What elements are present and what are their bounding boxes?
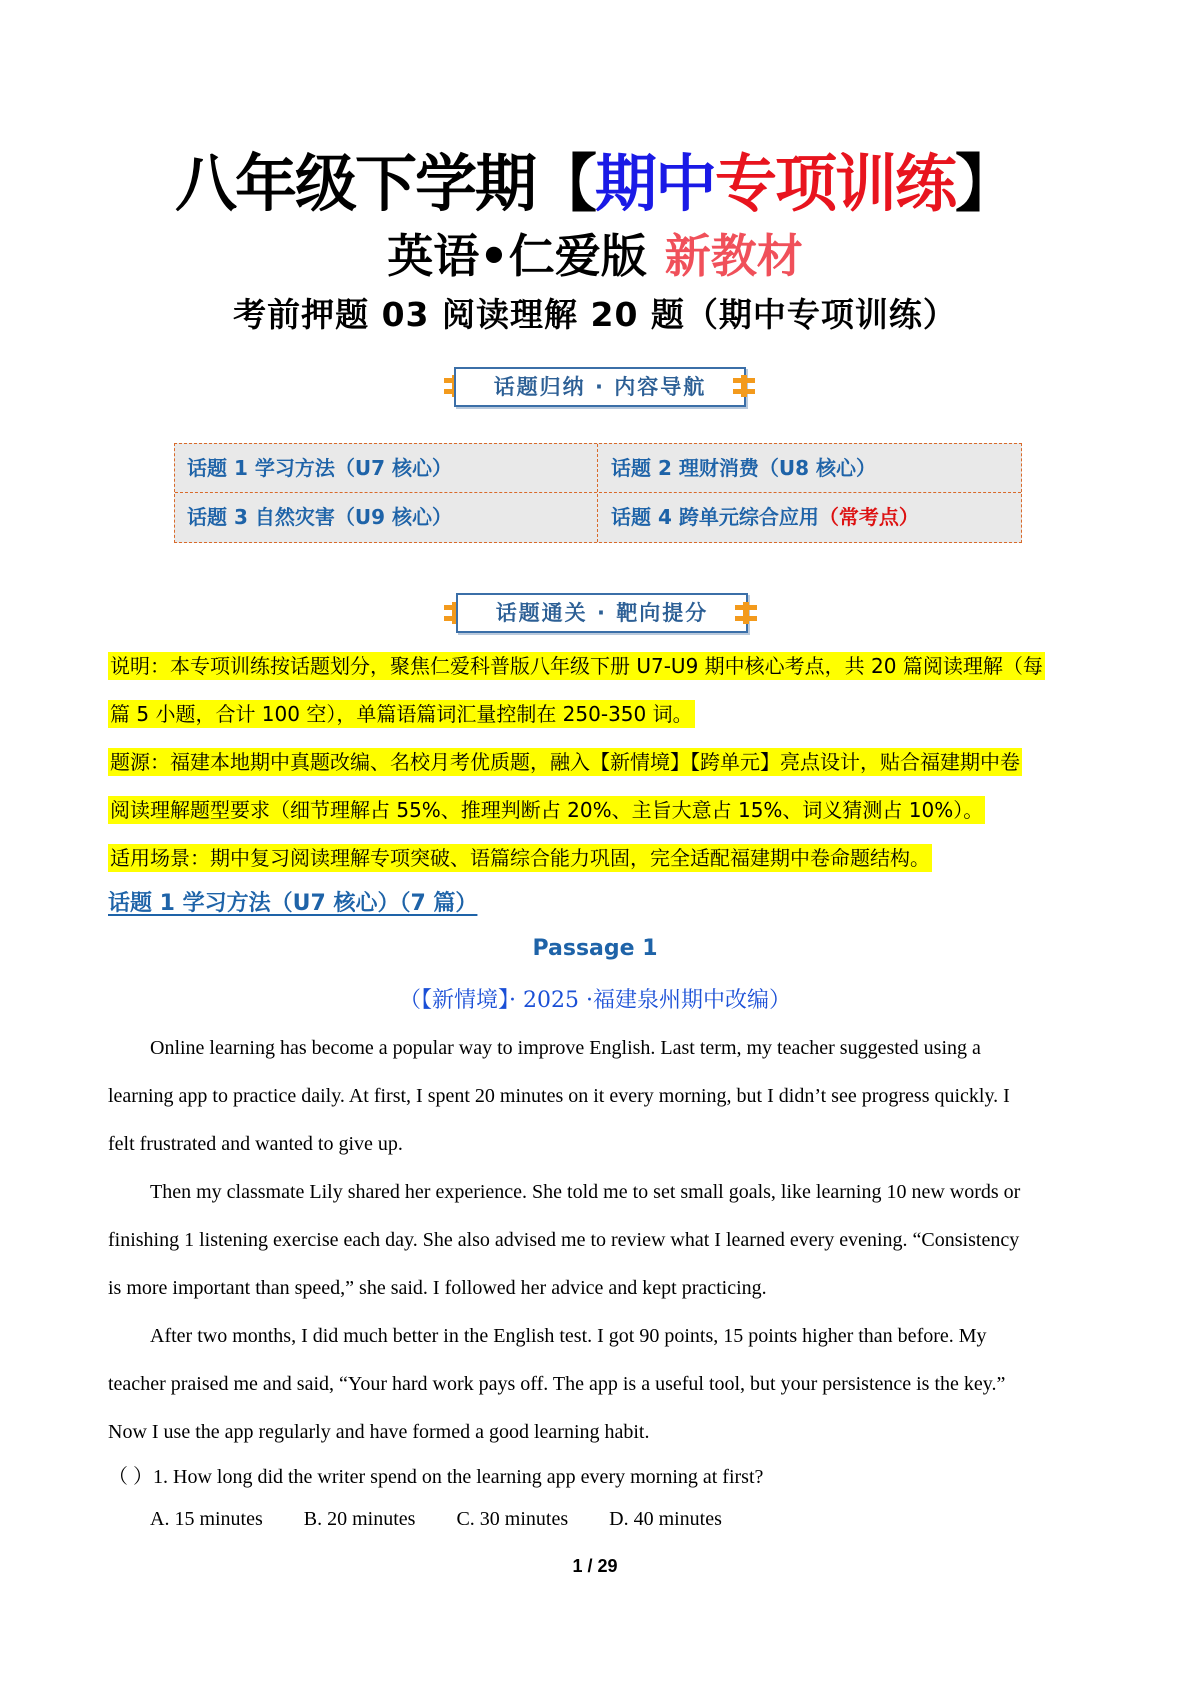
passage-line-2: learning app to practice daily. At first, I spent 20 minutes on it every morning, but I didn’t see progress quickly. I: [108, 1085, 1010, 1107]
passage-line-4: Then my classmate Lily shared her experience. She told me to set small goals, like learning 10 new words or: [150, 1181, 1021, 1203]
title-part-4: 】: [955, 147, 1016, 220]
note-line-3: 题源：福建本地期中真题改编、名校月考优质题，融入【新情境】【跨单元】亮点设计，贴合福建期中卷: [110, 750, 1020, 774]
topic-cell-2[interactable]: 话题 2 理财消费（U8 核心）: [611, 456, 876, 480]
topic-4-label: 话题 4 跨单元综合应用: [611, 505, 819, 529]
title-part-3: 专项训练: [715, 147, 956, 220]
topic-cell-1[interactable]: 话题 1 学习方法（U7 核心）: [187, 456, 452, 480]
question-1-options: [150, 1508, 758, 1531]
passage-source: （【新情境】· 2025 ·福建泉州期中改编）: [399, 988, 791, 1013]
document-heading: 考前押题 03 阅读理解 20 题（期中专项训练）: [233, 295, 957, 334]
banner-right-icon: [733, 375, 755, 397]
page-number: 1 / 29: [572, 1556, 618, 1576]
subtitle-main: 英语•仁爱版: [387, 229, 647, 283]
section-heading[interactable]: 话题 1 学习方法（U7 核心）（7 篇）: [108, 891, 478, 916]
note-line-1: 说明：本专项训练按话题划分，聚焦仁爱科普版八年级下册 U7-U9 期中核心考点，共 20 篇阅读理解（每: [110, 654, 1043, 678]
topic-cell-4[interactable]: [599, 493, 1021, 541]
topic-cell-3[interactable]: 话题 3 自然灾害（U9 核心）: [187, 505, 452, 529]
option-c[interactable]: C. 30 minutes: [456, 1508, 569, 1530]
topic-table: [174, 443, 1022, 543]
option-a[interactable]: A. 15 minutes: [150, 1508, 263, 1530]
passage-line-8: teacher praised me and said, “Your hard work pays off. The app is a useful tool, but your persistence is the key.”: [108, 1373, 1006, 1395]
passage-line-1: Online learning has become a popular way to improve English. Last term, my teacher suggested using a: [150, 1037, 981, 1059]
passage-line-3: felt frustrated and wanted to give up.: [108, 1133, 403, 1155]
note-line-4: 阅读理解题型要求（细节理解占 55%、推理判断占 20%、主旨大意占 15%、词义猜测占 10%）。: [110, 798, 984, 822]
option-b[interactable]: B. 20 minutes: [303, 1508, 416, 1530]
banner2-right-icon: [735, 602, 757, 624]
subtitle-tag: 新教材: [664, 229, 803, 283]
topic-4-highlight: （常考点）: [818, 505, 919, 529]
banner-topic-pass: 话题通关 · 靶向提分: [456, 593, 748, 633]
note-line-5: 适用场景：期中复习阅读理解专项突破、语篇综合能力巩固，完全适配福建期中卷命题结构。: [110, 846, 930, 870]
passage-title: Passage 1: [532, 936, 658, 961]
option-d[interactable]: D. 40 minutes: [609, 1508, 722, 1530]
title-part-2: 期中: [594, 147, 715, 220]
table-vertical-divider: [597, 444, 598, 542]
title-part-1: 八年级下学期【: [174, 147, 595, 220]
passage-line-9: Now I use the app regularly and have formed a good learning habit.: [108, 1421, 650, 1443]
passage-line-5: finishing 1 listening exercise each day. She also advised me to review what I learned every evening. “Consistency: [108, 1229, 1020, 1251]
document-title: [0, 148, 1190, 220]
note-line-2: 篇 5 小题，合计 100 空），单篇语篇词汇量控制在 250-350 词。: [110, 702, 693, 726]
passage-line-6: is more important than speed,” she said. I followed her advice and kept practicing.: [108, 1277, 767, 1299]
question-1: （ ）1. How long did the writer spend on the learning app every morning at first?: [108, 1466, 764, 1488]
banner-topic-nav: 话题归纳 · 内容导航: [454, 367, 746, 407]
passage-line-7: After two months, I did much better in the English test. I got 90 points, 15 points higher than before. My: [150, 1325, 987, 1347]
document-subtitle: [0, 228, 1190, 284]
